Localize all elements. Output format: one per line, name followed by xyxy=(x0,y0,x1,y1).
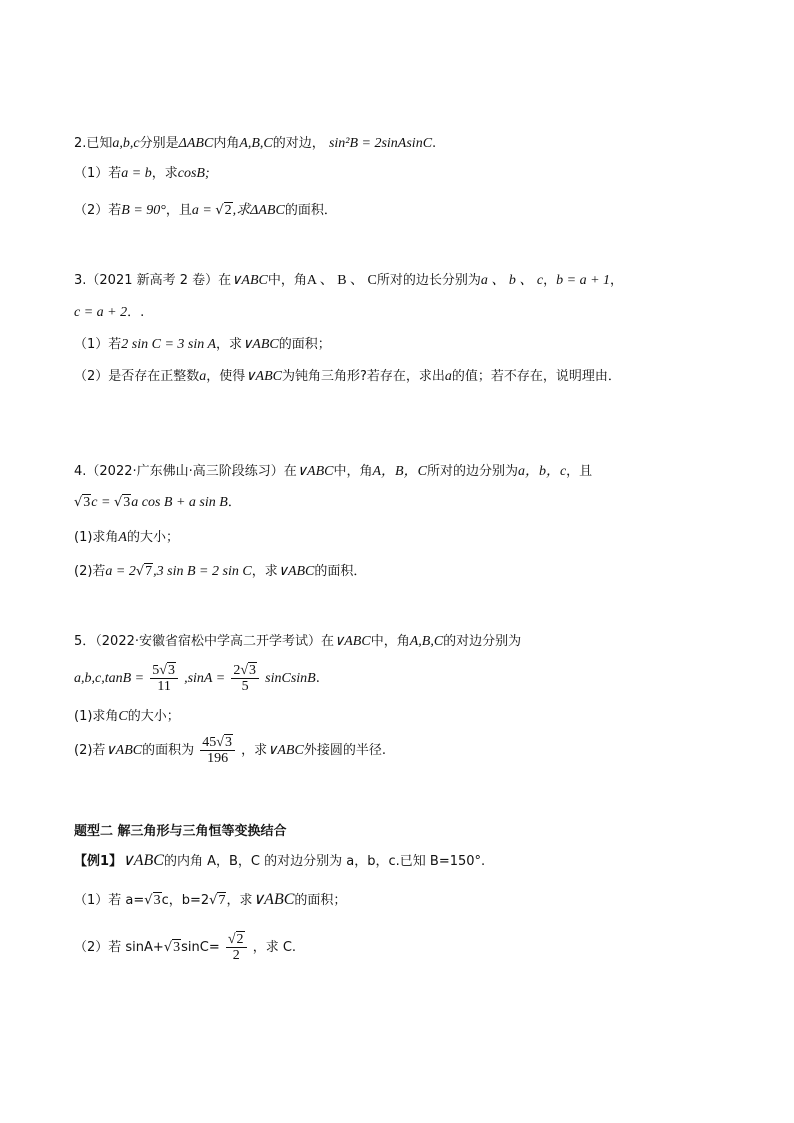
problem-2-q1: （1）若a = b，求cosB; xyxy=(74,166,210,181)
example-1-stem: 【例1】∨ABC的内角 A，B，C 的对边分别为 a，b，c.已知 B=150°. xyxy=(74,852,486,869)
sqrt-symbol: √3 xyxy=(163,940,181,955)
problem-2-stem: 2.已知a,b,c分别是ΔABC内角A,B,C的对边， sin²B = 2sinAsinC. xyxy=(74,136,437,151)
problem-4-q2: (2)若a = 2√7,3 sin B = 2 sin C，求∨ABC的面积． xyxy=(74,564,367,579)
sqrt-symbol: √3 xyxy=(113,495,131,510)
problem-5-stem: 5．（2022·安徽省宿松中学高二开学考试）在∨ABC中，角A,B,C的对边分别为 xyxy=(74,634,522,649)
problem-4-equation: √3c = √3a cos B + a sin B． xyxy=(74,495,241,510)
problem-4-q1: (1)求角A的大小； xyxy=(74,530,179,545)
problem-3-q1: （1）若2 sin C = 3 sin A，求∨ABC的面积； xyxy=(74,337,331,352)
problem-5-q1: (1)求角C的大小； xyxy=(74,709,180,724)
problem-2-q2: （2）若B = 90°，且a = √2,求ΔABC的面积． xyxy=(74,203,337,218)
problem-3-stem-cont: c = a + 2．. xyxy=(74,305,145,320)
problem-5-conditions: a,b,c,tanB = $\frac{5√3}{11}$ ,sinA = $\frac{2√3}{5}$ sinCsinB. xyxy=(74,663,320,694)
problem-3-stem: 3.（2021 新高考 2 卷）在∨ABC中，角A 、 B 、 C所对的边长分别为a 、 b 、 c，b = a + 1， xyxy=(74,273,624,288)
problem-3-q2: （2）是否存在正整数a，使得∨ABC为钝角三角形?若存在，求出a的值；若不存在，说明理由． xyxy=(74,369,621,384)
fraction: $\frac{5√3}{11}$ xyxy=(150,663,178,694)
example-1-q2: （2）若 sinA+√3sinC= $\frac{√2}{2}$ ，求 C. xyxy=(74,930,296,966)
sqrt-symbol: √7 xyxy=(209,893,226,908)
sqrt-symbol: √2 xyxy=(215,203,232,218)
sqrt-symbol: √3 xyxy=(74,495,91,510)
problem-4-stem: 4.（2022·广东佛山·高三阶段练习）在∨ABC中，角A，B，C所对的边分别为a，b，c，且 xyxy=(74,464,593,479)
section-title: 题型二 解三角形与三角恒等变换结合 xyxy=(74,824,287,839)
fraction: $\frac{√2}{2}$ xyxy=(226,932,247,963)
sqrt-symbol: √7 xyxy=(135,564,153,579)
sqrt-symbol: √3 xyxy=(144,893,161,908)
fraction: $\frac{45√3}{196}$ xyxy=(200,735,235,766)
example-1-q1: （1）若 a=√3c，b=2√7，求∨ABC的面积； xyxy=(74,891,347,908)
problem-5-q2: (2)若∨ABC的面积为 $\frac{45√3}{196}$ ，求∨ABC外接圆的半径. xyxy=(74,735,386,766)
fraction: $\frac{2√3}{5}$ xyxy=(231,663,259,694)
